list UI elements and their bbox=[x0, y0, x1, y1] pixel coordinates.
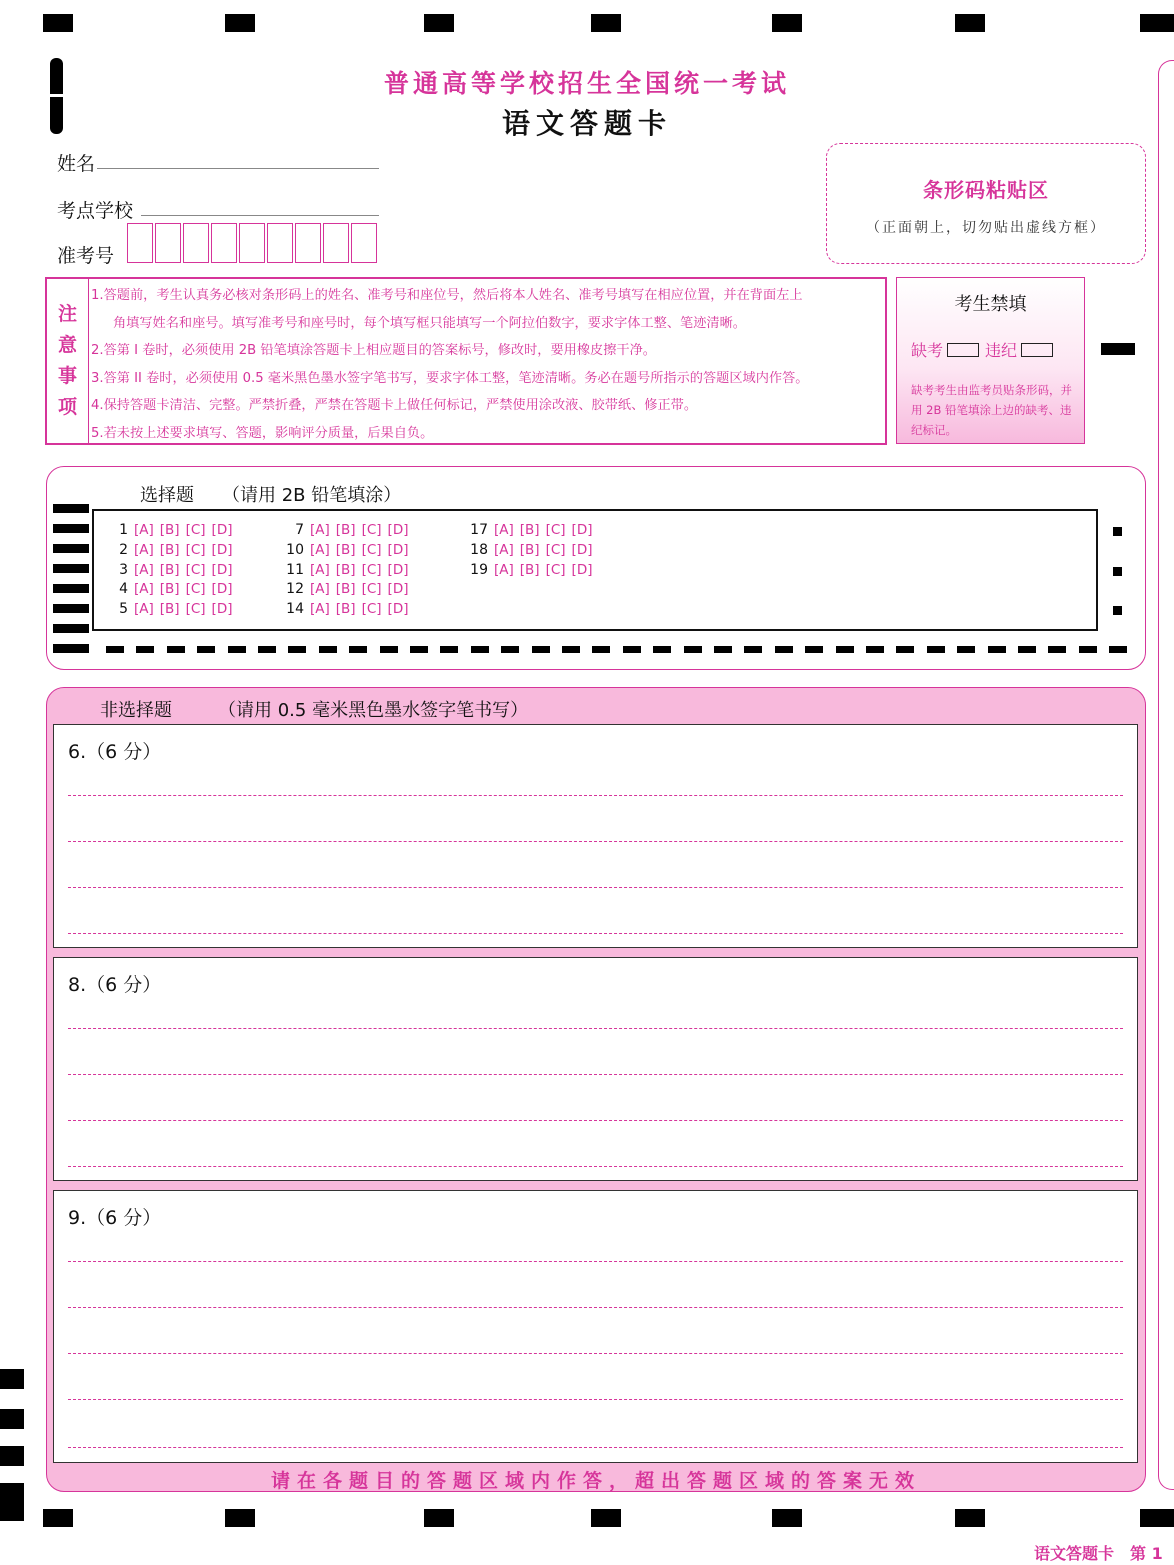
mc-option-bubble[interactable]: [D] bbox=[571, 541, 593, 558]
right-column-frame bbox=[1158, 60, 1174, 1490]
mc-option-bubble[interactable]: [D] bbox=[211, 541, 233, 558]
mc-option-bubble[interactable]: [D] bbox=[387, 581, 409, 598]
mc-option-bubble[interactable]: [A] bbox=[494, 522, 514, 538]
mc-question-row bbox=[460, 540, 598, 560]
answer-box-q8[interactable] bbox=[53, 957, 1138, 1181]
mc-question-row bbox=[100, 520, 238, 540]
absent-label: 缺考 bbox=[911, 341, 944, 360]
mc-question-row bbox=[100, 540, 238, 560]
mc-option-bubble[interactable]: [C] bbox=[545, 541, 566, 558]
violation-label: 违纪 bbox=[985, 341, 1018, 360]
question-label: 6.（6 分） bbox=[68, 741, 162, 763]
timing-mark-right bbox=[1113, 567, 1122, 576]
mc-option-bubble[interactable]: [D] bbox=[387, 522, 409, 538]
mc-option-bubble[interactable]: [A] bbox=[310, 561, 330, 578]
id-digit-box[interactable] bbox=[351, 223, 377, 263]
mc-option-bubble[interactable]: [D] bbox=[387, 561, 409, 578]
timing-mark-bottom-row bbox=[288, 646, 306, 653]
mc-question-row bbox=[276, 540, 414, 560]
notice-heading: 注 意 事 项 bbox=[47, 279, 89, 443]
timing-mark-bottom-row bbox=[228, 646, 246, 653]
mc-option-bubble[interactable]: [C] bbox=[545, 561, 566, 578]
mc-option-bubble[interactable]: [D] bbox=[387, 601, 409, 618]
mc-question-row bbox=[276, 579, 414, 599]
timing-mark-left bbox=[53, 564, 89, 573]
timing-mark-bottom bbox=[43, 1509, 73, 1527]
timing-mark-bottom-row bbox=[501, 646, 519, 653]
mc-question-number: 3 bbox=[119, 561, 128, 578]
mc-question-number: 17 bbox=[470, 522, 488, 538]
timing-mark-bottom-row bbox=[532, 646, 550, 653]
id-digit-box[interactable] bbox=[295, 223, 321, 263]
timing-mark-bottom-row bbox=[167, 646, 185, 653]
timing-mark-bottom-row bbox=[106, 646, 124, 653]
mc-question-row bbox=[460, 520, 598, 540]
school-field[interactable] bbox=[141, 215, 379, 216]
timing-mark-left bbox=[0, 1446, 24, 1466]
timing-mark-bottom bbox=[225, 1509, 255, 1527]
timing-mark-bottom-row bbox=[349, 646, 367, 653]
mc-option-bubble[interactable]: [D] bbox=[211, 601, 233, 618]
mc-option-bubble[interactable]: [C] bbox=[185, 581, 206, 598]
mc-question-number: 11 bbox=[286, 561, 304, 578]
mc-question-row bbox=[100, 579, 238, 599]
timing-mark-right bbox=[1113, 527, 1122, 536]
forbidden-marks bbox=[911, 338, 1059, 361]
mc-question-row bbox=[276, 599, 414, 619]
barcode-area bbox=[826, 143, 1146, 264]
mc-question-number: 4 bbox=[119, 581, 128, 598]
mc-question-number: 19 bbox=[470, 561, 488, 578]
timing-mark-bottom bbox=[424, 1509, 454, 1527]
timing-mark-bottom bbox=[1140, 1509, 1174, 1527]
mc-question-row bbox=[460, 560, 598, 580]
mc-option-bubble[interactable]: [A] bbox=[310, 522, 330, 538]
answer-line bbox=[68, 1353, 1123, 1354]
timing-mark-bottom-row bbox=[1109, 646, 1127, 653]
timing-mark-left bbox=[53, 624, 89, 633]
timing-mark-bottom-row bbox=[136, 646, 154, 653]
mc-option-bubble[interactable]: [B] bbox=[519, 561, 540, 578]
question-label: 9.（6 分） bbox=[68, 1207, 162, 1229]
timing-mark-top bbox=[225, 14, 255, 32]
timing-mark-left bbox=[53, 604, 89, 613]
timing-mark-top bbox=[43, 14, 73, 32]
timing-mark-top bbox=[424, 14, 454, 32]
answer-line bbox=[68, 1261, 1123, 1262]
id-digit-box[interactable] bbox=[323, 223, 349, 263]
timing-mark-bottom-row bbox=[1079, 646, 1097, 653]
timing-mark-bottom-row bbox=[927, 646, 945, 653]
page-footer: 语文答题卡 第 1 bbox=[1034, 1544, 1163, 1563]
mc-option-bubble[interactable]: [D] bbox=[571, 561, 593, 578]
id-digit-box[interactable] bbox=[155, 223, 181, 263]
timing-mark-left bbox=[0, 1409, 24, 1429]
id-digit-box[interactable] bbox=[239, 223, 265, 263]
mc-option-bubble[interactable]: [B] bbox=[335, 522, 356, 538]
notice-item: 2.答第 I 卷时，必须使用 2B 铅笔填涂答题卡上相应题目的答案标号，修改时，要用橡皮擦干净。 bbox=[91, 343, 656, 359]
mc-option-bubble[interactable]: [B] bbox=[159, 581, 180, 598]
mc-option-bubble[interactable]: [A] bbox=[134, 601, 154, 618]
timing-mark-left bbox=[0, 1369, 24, 1389]
notice-item: 5.若未按上述要求填写、答题，影响评分质量，后果自负。 bbox=[91, 425, 434, 441]
question-label: 8.（6 分） bbox=[68, 974, 162, 996]
answer-line bbox=[68, 1120, 1123, 1121]
mc-option-bubble[interactable]: [D] bbox=[211, 561, 233, 578]
id-label: 准考号 bbox=[57, 245, 115, 267]
mc-question-number: 2 bbox=[119, 541, 128, 558]
barcode-note: （正面朝上，切勿贴出虚线方框） bbox=[866, 220, 1106, 236]
answer-area-warning: 请在各题目的答题区域内作答，超出答题区域的答案无效 bbox=[270, 1470, 921, 1492]
timing-mark-bottom-row bbox=[197, 646, 215, 653]
violation-checkbox[interactable] bbox=[1021, 343, 1053, 357]
timing-mark-bottom-row bbox=[836, 646, 854, 653]
mc-option-bubble[interactable]: [C] bbox=[185, 601, 206, 618]
timing-mark-left bbox=[53, 544, 89, 553]
mc-question-number: 10 bbox=[286, 541, 304, 558]
id-digit-box[interactable] bbox=[267, 223, 293, 263]
timing-mark-bottom-row bbox=[380, 646, 398, 653]
side-mark bbox=[1101, 343, 1135, 355]
mc-question-number: 7 bbox=[295, 522, 304, 538]
answer-line bbox=[68, 933, 1123, 934]
mc-question-row bbox=[276, 560, 414, 580]
timing-mark-left bbox=[0, 1483, 24, 1521]
mc-option-bubble[interactable]: [C] bbox=[361, 601, 382, 618]
mc-option-bubble[interactable]: [B] bbox=[159, 522, 180, 538]
mc-option-bubble[interactable]: [B] bbox=[159, 541, 180, 558]
mc-option-bubble[interactable]: [A] bbox=[134, 541, 154, 558]
timing-mark-bottom-row bbox=[684, 646, 702, 653]
timing-mark-left bbox=[53, 584, 89, 593]
mc-option-bubble[interactable]: [A] bbox=[494, 561, 514, 578]
timing-mark-bottom-row bbox=[957, 646, 975, 653]
mc-question-number: 12 bbox=[286, 581, 304, 598]
timing-mark-bottom-row bbox=[410, 646, 428, 653]
answer-line bbox=[68, 1399, 1123, 1400]
answer-line bbox=[68, 887, 1123, 888]
mc-option-bubble[interactable]: [B] bbox=[335, 541, 356, 558]
notice-item: 角填写姓名和座号。填写准考号和座号时，每个填写框只能填写一个阿拉伯数字，要求字体工整、笔迹清晰。 bbox=[113, 315, 746, 331]
mc-question-number: 14 bbox=[286, 601, 304, 618]
name-label: 姓名 bbox=[57, 153, 96, 175]
name-field[interactable] bbox=[97, 168, 379, 169]
timing-mark-bottom bbox=[772, 1509, 802, 1527]
mc-option-bubble[interactable]: [A] bbox=[310, 581, 330, 598]
answer-line bbox=[68, 841, 1123, 842]
exam-title: 普通高等学校招生全国统一考试 bbox=[383, 69, 790, 98]
forbidden-title: 考生禁填 bbox=[954, 294, 1027, 315]
notice-item: 4.保持答题卡清洁、完整。严禁折叠，严禁在答题卡上做任何标记，严禁使用涂改液、胶带纸、修正带。 bbox=[91, 398, 698, 414]
timing-mark-bottom bbox=[591, 1509, 621, 1527]
timing-mark-bottom-row bbox=[896, 646, 914, 653]
timing-mark-left bbox=[53, 644, 89, 653]
mc-option-bubble[interactable]: [A] bbox=[134, 522, 154, 538]
timing-mark-bottom bbox=[955, 1509, 985, 1527]
timing-mark-bottom-row bbox=[805, 646, 823, 653]
timing-mark-bottom-row bbox=[866, 646, 884, 653]
mc-option-bubble[interactable]: [A] bbox=[494, 541, 514, 558]
answer-line bbox=[68, 1447, 1123, 1448]
timing-mark-bottom-row bbox=[1048, 646, 1066, 653]
timing-mark-bottom-row bbox=[653, 646, 671, 653]
mc-option-bubble[interactable]: [C] bbox=[361, 522, 382, 538]
absent-checkbox[interactable] bbox=[947, 343, 979, 357]
timing-mark-top bbox=[591, 14, 621, 32]
mc-question-row bbox=[100, 599, 238, 619]
timing-mark-right bbox=[1113, 606, 1122, 615]
id-digit-box[interactable] bbox=[211, 223, 237, 263]
mc-option-bubble[interactable]: [B] bbox=[519, 541, 540, 558]
timing-mark-bottom-row bbox=[1018, 646, 1036, 653]
mc-option-bubble[interactable]: [C] bbox=[361, 561, 382, 578]
mc-option-bubble[interactable]: [C] bbox=[361, 581, 382, 598]
answer-line bbox=[68, 1166, 1123, 1167]
timing-mark-bottom-row bbox=[744, 646, 762, 653]
mc-option-bubble[interactable]: [B] bbox=[519, 522, 540, 538]
mc-option-bubble[interactable]: [B] bbox=[335, 581, 356, 598]
forbidden-desc: 缺考考生由监考员贴条形码，并用 2B 铅笔填涂上边的缺考、违纪标记。 bbox=[911, 383, 1072, 437]
mc-option-bubble[interactable]: [B] bbox=[159, 561, 180, 578]
mc-option-bubble[interactable]: [D] bbox=[387, 541, 409, 558]
mc-option-bubble[interactable]: [D] bbox=[571, 522, 593, 538]
barcode-title: 条形码粘贴区 bbox=[923, 178, 1049, 202]
timing-mark-bottom-row bbox=[319, 646, 337, 653]
answer-line bbox=[68, 1307, 1123, 1308]
mc-option-bubble[interactable]: [C] bbox=[545, 522, 566, 538]
card-title: 语文答题卡 bbox=[501, 107, 672, 140]
mc-option-bubble[interactable]: [C] bbox=[185, 522, 206, 538]
timing-mark-bottom-row bbox=[592, 646, 610, 653]
mc-option-bubble[interactable]: [C] bbox=[361, 541, 382, 558]
timing-mark-left bbox=[53, 524, 89, 533]
timing-mark-bottom-row bbox=[562, 646, 580, 653]
examinee-forbidden-box bbox=[896, 277, 1085, 444]
mc-question-number: 1 bbox=[119, 522, 128, 538]
mc-option-bubble[interactable]: [B] bbox=[335, 601, 356, 618]
notice-item: 1.答题前，考生认真务必核对条形码上的姓名、准考号和座位号，然后将本人姓名、准考号填写在相应位置，并在背面左上 bbox=[91, 288, 803, 303]
non-choice-title: 非选择题 （请用 0.5 毫米黑色墨水签字笔书写） bbox=[100, 700, 529, 721]
timing-mark-bottom-row bbox=[775, 646, 793, 653]
multiple-choice-title: 选择题 （请用 2B 铅笔填涂） bbox=[140, 485, 402, 506]
mc-option-bubble[interactable]: [C] bbox=[185, 541, 206, 558]
id-digit-box[interactable] bbox=[127, 223, 153, 263]
mc-question-number: 18 bbox=[470, 541, 488, 558]
school-label: 考点学校 bbox=[57, 200, 134, 222]
mc-option-bubble[interactable]: [C] bbox=[185, 561, 206, 578]
mc-option-bubble[interactable]: [D] bbox=[211, 581, 233, 598]
mc-question-row bbox=[100, 560, 238, 580]
timing-mark-bottom-row bbox=[440, 646, 458, 653]
answer-box-q9[interactable] bbox=[53, 1190, 1138, 1463]
timing-mark-bottom-row bbox=[258, 646, 276, 653]
timing-mark-bottom-row bbox=[714, 646, 732, 653]
mc-option-bubble[interactable]: [A] bbox=[134, 561, 154, 578]
timing-mark-bottom-row bbox=[988, 646, 1006, 653]
answer-line bbox=[68, 1074, 1123, 1075]
mc-option-bubble[interactable]: [A] bbox=[310, 601, 330, 618]
timing-mark-top bbox=[1140, 14, 1174, 32]
answer-line bbox=[68, 1028, 1123, 1029]
answer-box-q6[interactable] bbox=[53, 724, 1138, 948]
notice-items bbox=[91, 287, 887, 453]
notice-box bbox=[45, 277, 887, 445]
mc-option-bubble[interactable]: [B] bbox=[335, 561, 356, 578]
mc-option-bubble[interactable]: [D] bbox=[211, 522, 233, 538]
id-digit-box[interactable] bbox=[183, 223, 209, 263]
mc-option-bubble[interactable]: [A] bbox=[134, 581, 154, 598]
timing-mark-left bbox=[53, 504, 89, 513]
notice-item: 3.答第 II 卷时，必须使用 0.5 毫米黑色墨水签字笔书写，要求字体工整，笔迹清晰。务必在题号所指示的答题区域内作答。 bbox=[91, 370, 809, 386]
timing-mark-top bbox=[772, 14, 802, 32]
mc-option-bubble[interactable]: [A] bbox=[310, 541, 330, 558]
mc-question-number: 5 bbox=[119, 601, 128, 618]
timing-mark-bottom-row bbox=[623, 646, 641, 653]
answer-line bbox=[68, 795, 1123, 796]
mc-option-bubble[interactable]: [B] bbox=[159, 601, 180, 618]
timing-mark-top bbox=[955, 14, 985, 32]
mc-question-row bbox=[276, 520, 414, 540]
timing-mark-bottom-row bbox=[471, 646, 489, 653]
